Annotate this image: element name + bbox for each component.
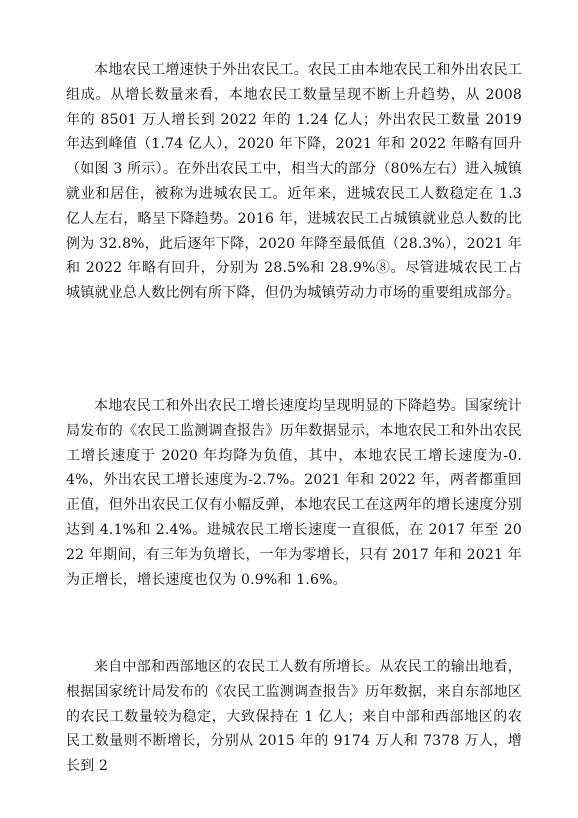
paragraph-growth-rate-trend: 本地农民工和外出农民工增长速度均呈现明显的下降趋势。国家统计局发布的《农民工监测调查报告》历年数据显示，本地农民工和外出农民工增长速度于 2020 年均降为负值，其中，本地农民工增长速度为-0.4%，外出农民工增长速度为-2.7%。2021 年和 2022 年，两者都重回正值，但外出农民工仅有小幅反弹，本地农民工在这两年的增长速度分别达到 4.1%和 2.4%。进城农民工增长速度一直很低，在 2017 年至 2022 年期间，有三年为负增长，一年为零增长，只有 2017 年和 2021 年为正增长，增长速度也仅为 0.9%和 1.6%。 — [66, 398, 522, 588]
paragraph-local-vs-migrant-workers: 本地农民工增速快于外出农民工。农民工由本地农民工和外出农民工组成。从增长数量来看，本地农民工数量呈现不断上升趋势，从 2008 年的 8501 万人增长到 2022 年的 1.24 亿人；外出农民工数量 2019 年达到峰值（1.74 亿人），2020 年下降，2021 年和 2022 年略有回升（如图 3 所示）。在外出农民工中，相当大的部分（80%左右）进入城镇就业和居住，被称为进城农民工。近年来，进城农民工人数稳定在 1.3 亿人左右，略呈下降趋势。2016 年，进城农民工占城镇就业总人数的比例为 32.8%，此后逐年下降，2020 年降至最低值（28.3%），2021 年和 2022 年略有回升，分别为 28.5%和 28.9%⑧。尽管进城农民工占城镇就业总人数比例有所下降，但仍为城镇劳动力市场的重要组成部分。 — [66, 62, 522, 302]
paragraph-regional-origin: 来自中部和西部地区的农民工人数有所增长。从农民工的输出地看，根据国家统计局发布的《农民工监测调查报告》历年数据，来自东部地区的农民工数量较为稳定，大致保持在 1 亿人；来自中部和西部地区的农民工数量则不断增长，分别从 2015 年的 9174 万人和 7378 万人，增长到 2 — [66, 659, 522, 775]
